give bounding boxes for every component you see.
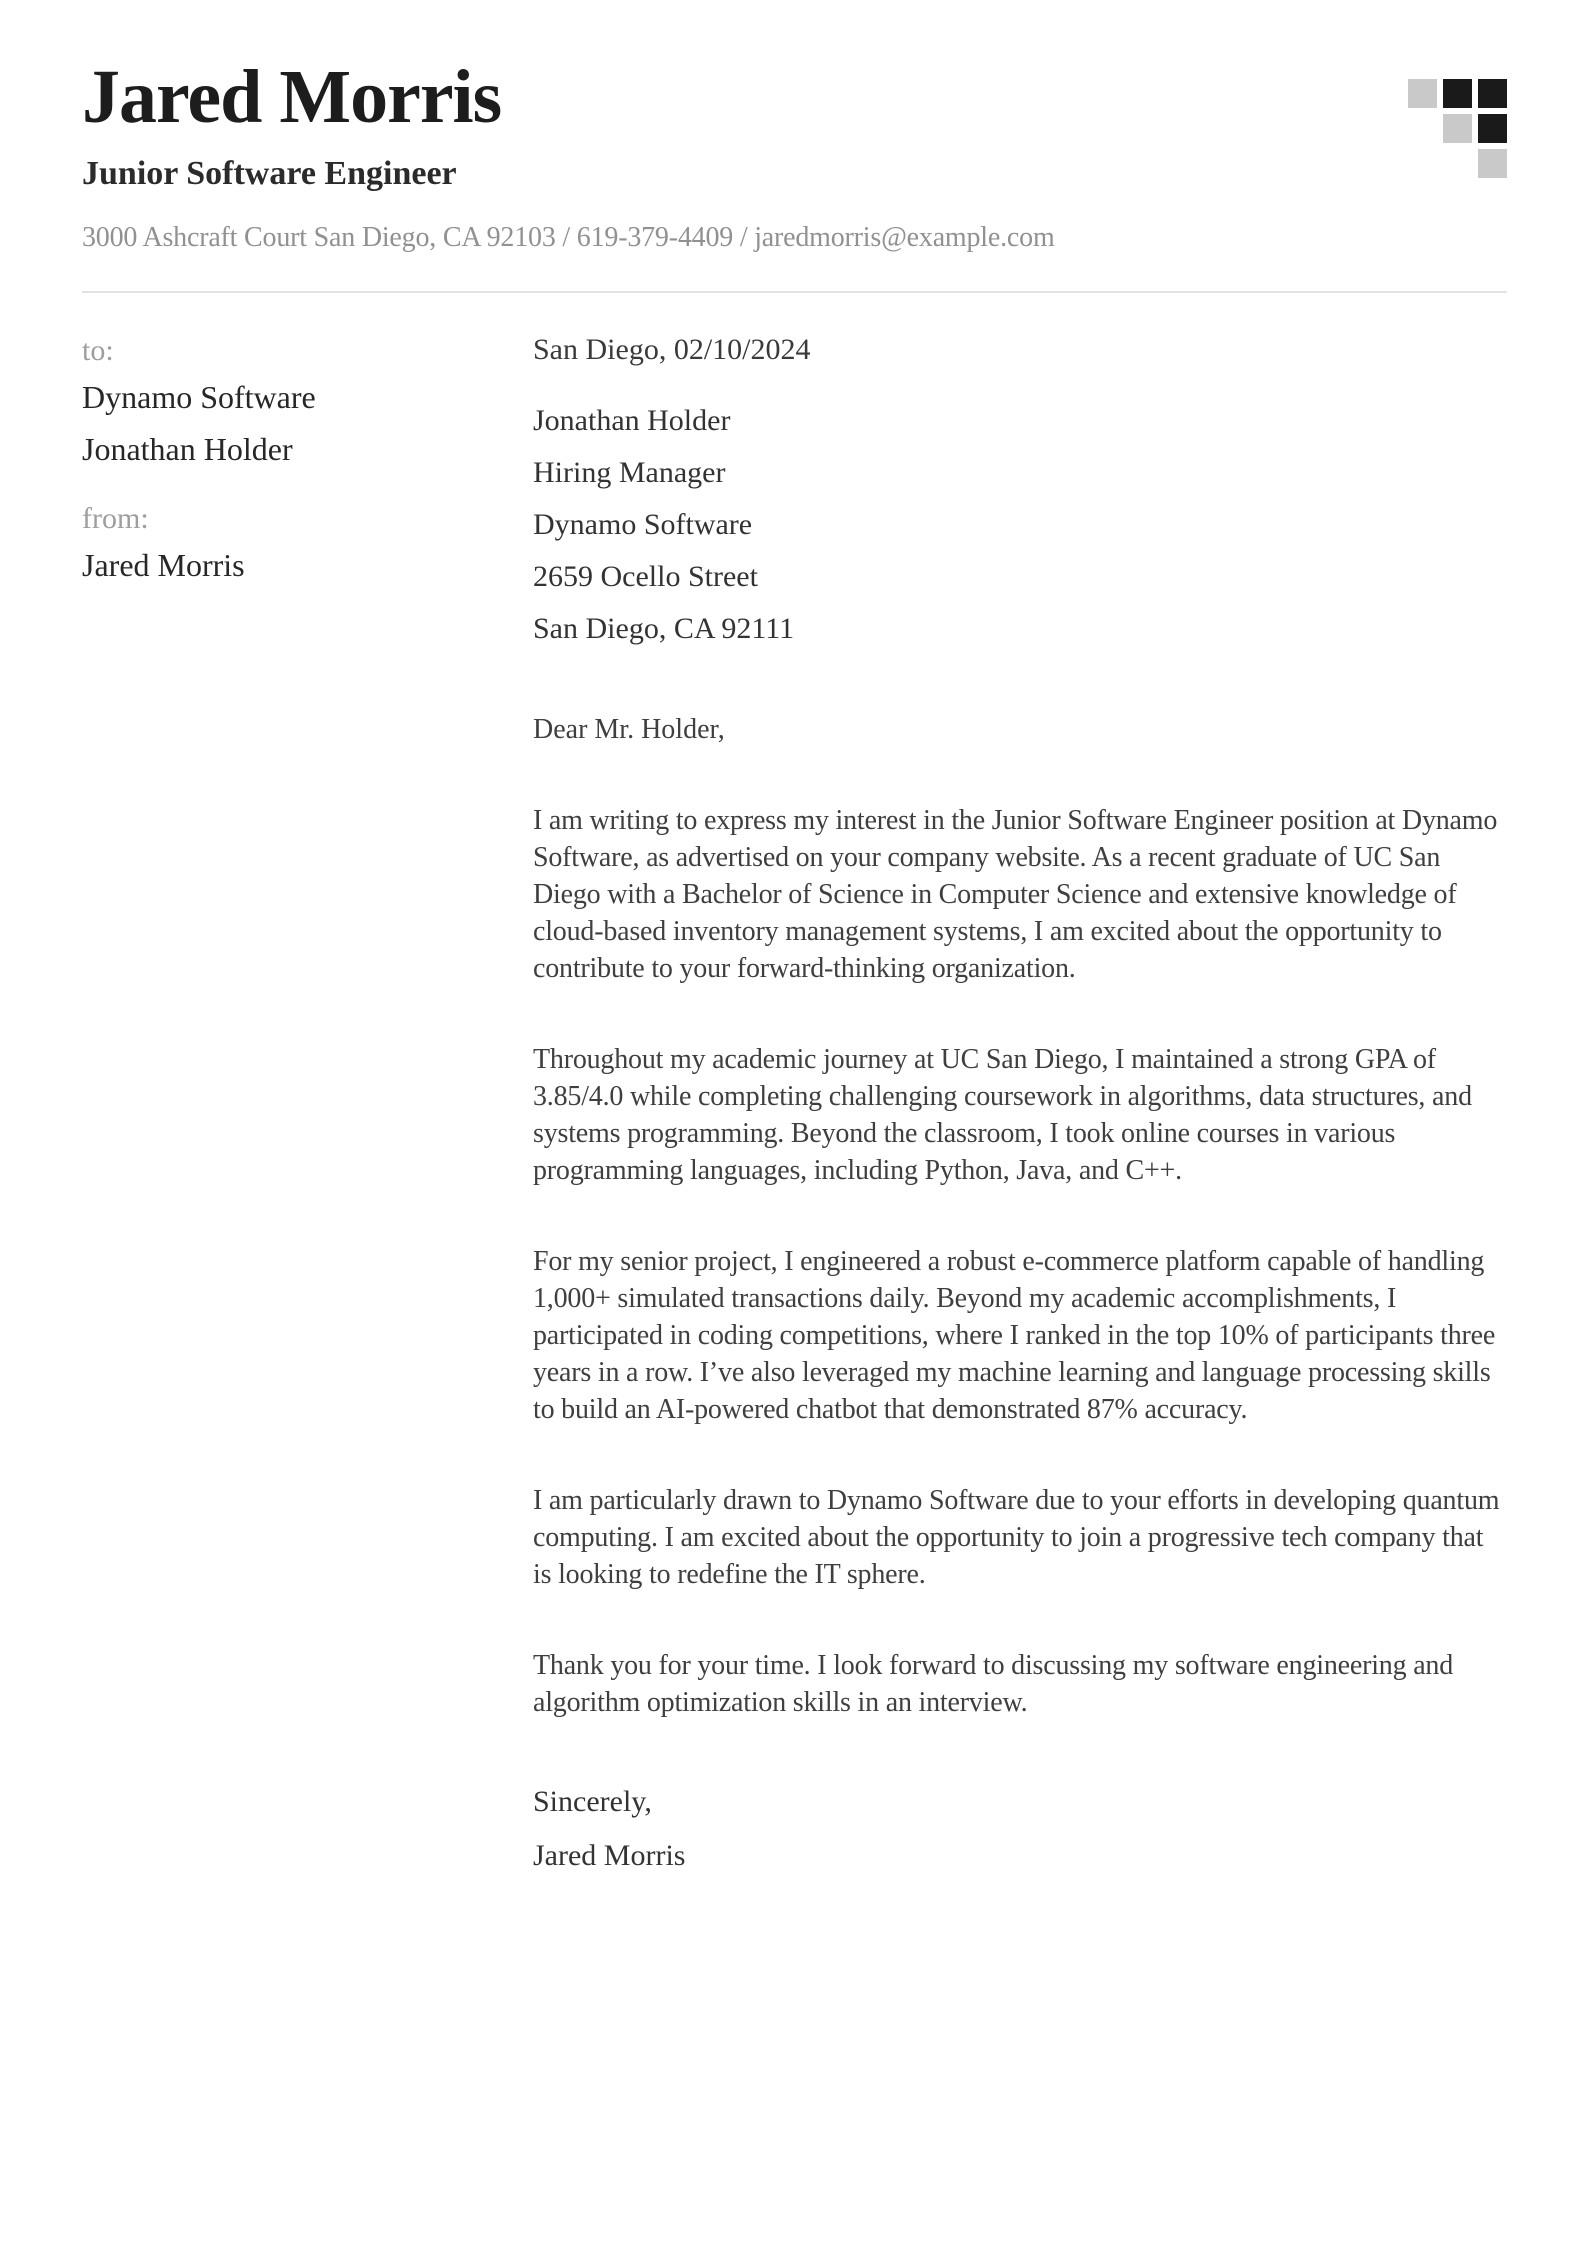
recipient-line: San Diego, CA 92111 [533, 611, 795, 645]
recipient-line: Dynamo Software [533, 507, 753, 541]
closing-block [533, 1775, 1507, 1883]
letter-header [82, 55, 1507, 255]
recipient-block [533, 395, 1507, 655]
sender-name: Jared Morris [82, 546, 245, 583]
pixel-squares-logo-icon [1408, 79, 1507, 178]
body-paragraph: I am writing to express my interest in the Junior Software Engineer position at Dynamo Software, as advertised on your company website. As a recent graduate of UC San Diego with a Bachelor of Science in Computer Science and extensive knowledge of cloud-based inventory management systems, I am excited about the opportunity to contribute to your forward-thinking organization. [533, 804, 1498, 984]
salutation: Dear Mr. Holder, [533, 713, 725, 745]
recipient-name: Jonathan Holder [82, 430, 293, 467]
body-paragraph: I am particularly drawn to Dynamo Software due to your efforts in developing quantum computing. I am excited about the opportunity to join a progressive tech company that is looking to redefine the IT sphere. [533, 1484, 1500, 1590]
closing: Sincerely, [533, 1784, 652, 1818]
logo-cell [1478, 114, 1507, 143]
body-paragraph: Throughout my academic journey at UC San Diego, I maintained a strong GPA of 3.85/4.0 while completing challenging coursework in algorithms, data structures, and systems programming. Beyond the classroom, I took online courses in various programming languages, including Python, Java, and C++. [533, 1043, 1472, 1186]
logo-cell [1408, 79, 1437, 108]
signature: Jared Morris [533, 1838, 686, 1872]
job-title: Junior Software Engineer [82, 155, 457, 193]
addressing-sidebar [82, 331, 533, 591]
recipient-line: 2659 Ocello Street [533, 559, 758, 593]
logo-cell [1478, 79, 1507, 108]
body-paragraph: For my senior project, I engineered a robust e-commerce platform capable of handling 1,000+ simulated transactions daily. Beyond my academic accomplishments, I participated in coding competitions, where I ranked in the top 10% of participants three years in a row. I’ve also leveraged my machine learning and language processing skills to build an AI-powered chatbot that demonstrated 87% accuracy. [533, 1245, 1496, 1425]
logo-cell [1478, 149, 1507, 178]
contact-line: 3000 Ashcraft Court San Diego, CA 92103 / 619-379-4409 / jaredmorris@example.com [82, 221, 1055, 253]
letter-content [82, 331, 1507, 1883]
page-title: Jared Morris [82, 55, 502, 139]
recipient-line: Hiring Manager [533, 455, 726, 489]
logo-cell [1443, 79, 1472, 108]
to-label: to: [82, 333, 114, 367]
date-line: San Diego, 02/10/2024 [533, 332, 811, 366]
recipient-line: Jonathan Holder [533, 403, 731, 437]
logo-cell [1443, 114, 1472, 143]
recipient-company: Dynamo Software [82, 378, 316, 415]
body-paragraph: Thank you for your time. I look forward to discussing my software engineering and algorithm optimization skills in an interview. [533, 1649, 1454, 1718]
logo-cell [1408, 149, 1437, 178]
letter-body [533, 331, 1507, 1883]
logo-cell [1408, 114, 1437, 143]
from-label: from: [82, 501, 149, 535]
logo-cell [1443, 149, 1472, 178]
header-divider [82, 291, 1507, 293]
